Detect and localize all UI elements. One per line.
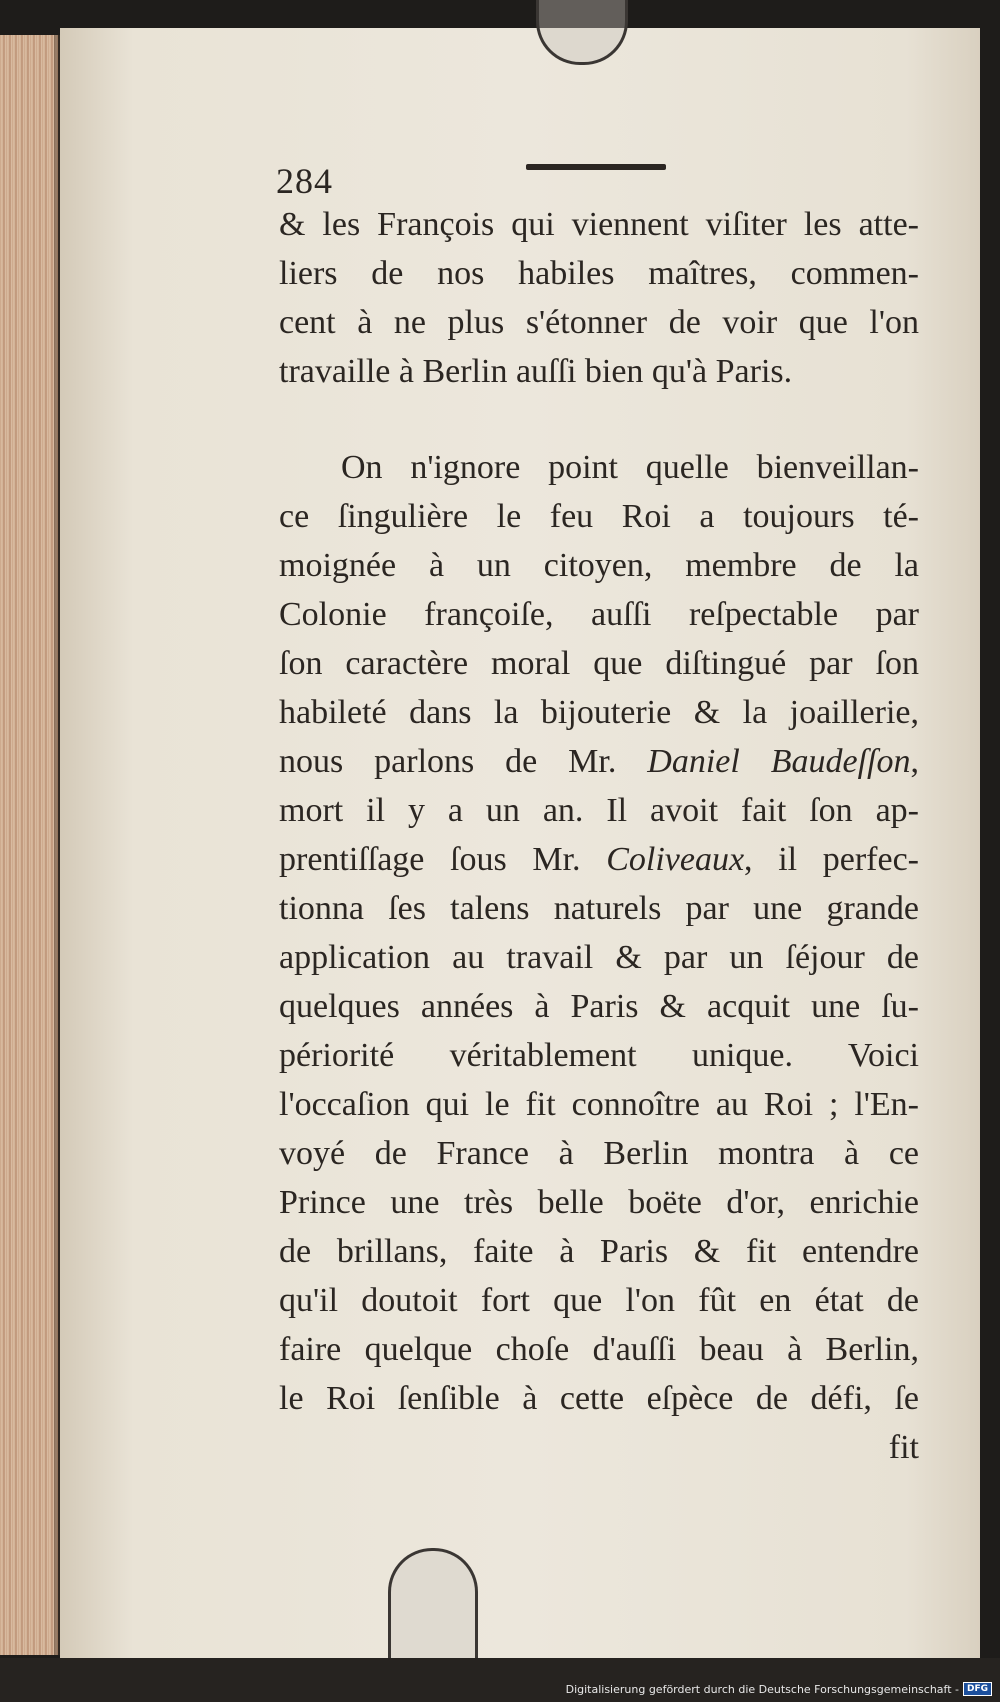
text-line: périorité véritablement unique. Voici <box>279 1037 919 1074</box>
text-line: faire quelque choſe d'auſſi beau à Berlin, <box>279 1331 919 1368</box>
scan-footer-band <box>0 1658 1000 1702</box>
page-header <box>276 160 926 200</box>
text-segment: , <box>910 743 919 780</box>
dfg-logo: DFG <box>963 1682 992 1696</box>
text-line: travaille à Berlin auſſi bien qu'à Paris. <box>279 353 793 390</box>
text-line: Colonie françoiſe, auſſi reſpectable par <box>279 596 919 633</box>
text-segment: , il perfec- <box>744 841 919 878</box>
paragraph-gap <box>279 396 919 443</box>
text-line: application au travail & par un ſéjour de <box>279 939 919 976</box>
text-line: voyé de France à Berlin montra à ce <box>279 1135 919 1172</box>
text-line: qu'il doutoit fort que l'on fût en état de <box>279 1282 919 1319</box>
page-number: 284 <box>276 161 333 201</box>
body-text <box>279 200 919 1472</box>
text-line: liers de nos habiles maîtres, commen- <box>279 255 919 292</box>
text-line: On n'ignore point quelle bienveillan- <box>341 449 919 486</box>
italic-name-coliveaux: Coliveaux <box>606 841 745 878</box>
credit-text: Digitalisierung gefördert durch die Deutsche Forschungsgemeinschaft - <box>565 1682 959 1696</box>
text-line: moignée à un citoyen, membre de la <box>279 547 919 584</box>
text-line: le Roi ſenſible à cette eſpèce de défi, ſe <box>279 1380 919 1417</box>
bottom-page-clip <box>388 1548 478 1671</box>
text-segment: prentiſſage ſous Mr. <box>279 841 607 878</box>
text-line: mort il y a un an. Il avoit fait ſon ap- <box>279 792 919 829</box>
text-line: & les François qui viennent viſiter les atte- <box>279 206 919 243</box>
text-segment: nous parlons de Mr. <box>279 743 648 780</box>
text-line: cent à ne plus s'étonner de voir que l'on <box>279 304 919 341</box>
digitization-credit <box>566 1682 992 1696</box>
header-ornament-rule <box>526 164 666 170</box>
text-line: l'occaſion qui le fit connoître au Roi ; l'En- <box>279 1086 919 1123</box>
text-line-with-name <box>279 835 919 884</box>
italic-name-baudesson: Daniel Baudeſſon <box>647 743 911 780</box>
text-line: habileté dans la bijouterie & la joaillerie, <box>279 694 919 731</box>
text-line: tionna ſes talens naturels par une grande <box>279 890 919 927</box>
catchword: fit <box>888 1429 919 1466</box>
text-line-with-name <box>279 737 919 786</box>
text-line: Prince une très belle boëte d'or, enrichie <box>279 1184 919 1221</box>
book-page-edges <box>0 35 58 1655</box>
text-line: de brillans, faite à Paris & fit entendre <box>279 1233 919 1270</box>
text-line: ce ſingulière le feu Roi a toujours té- <box>279 498 919 535</box>
text-line: ſon caractère moral que diſtingué par ſon <box>279 645 919 682</box>
text-line: quelques années à Paris & acquit une ſu- <box>279 988 919 1025</box>
